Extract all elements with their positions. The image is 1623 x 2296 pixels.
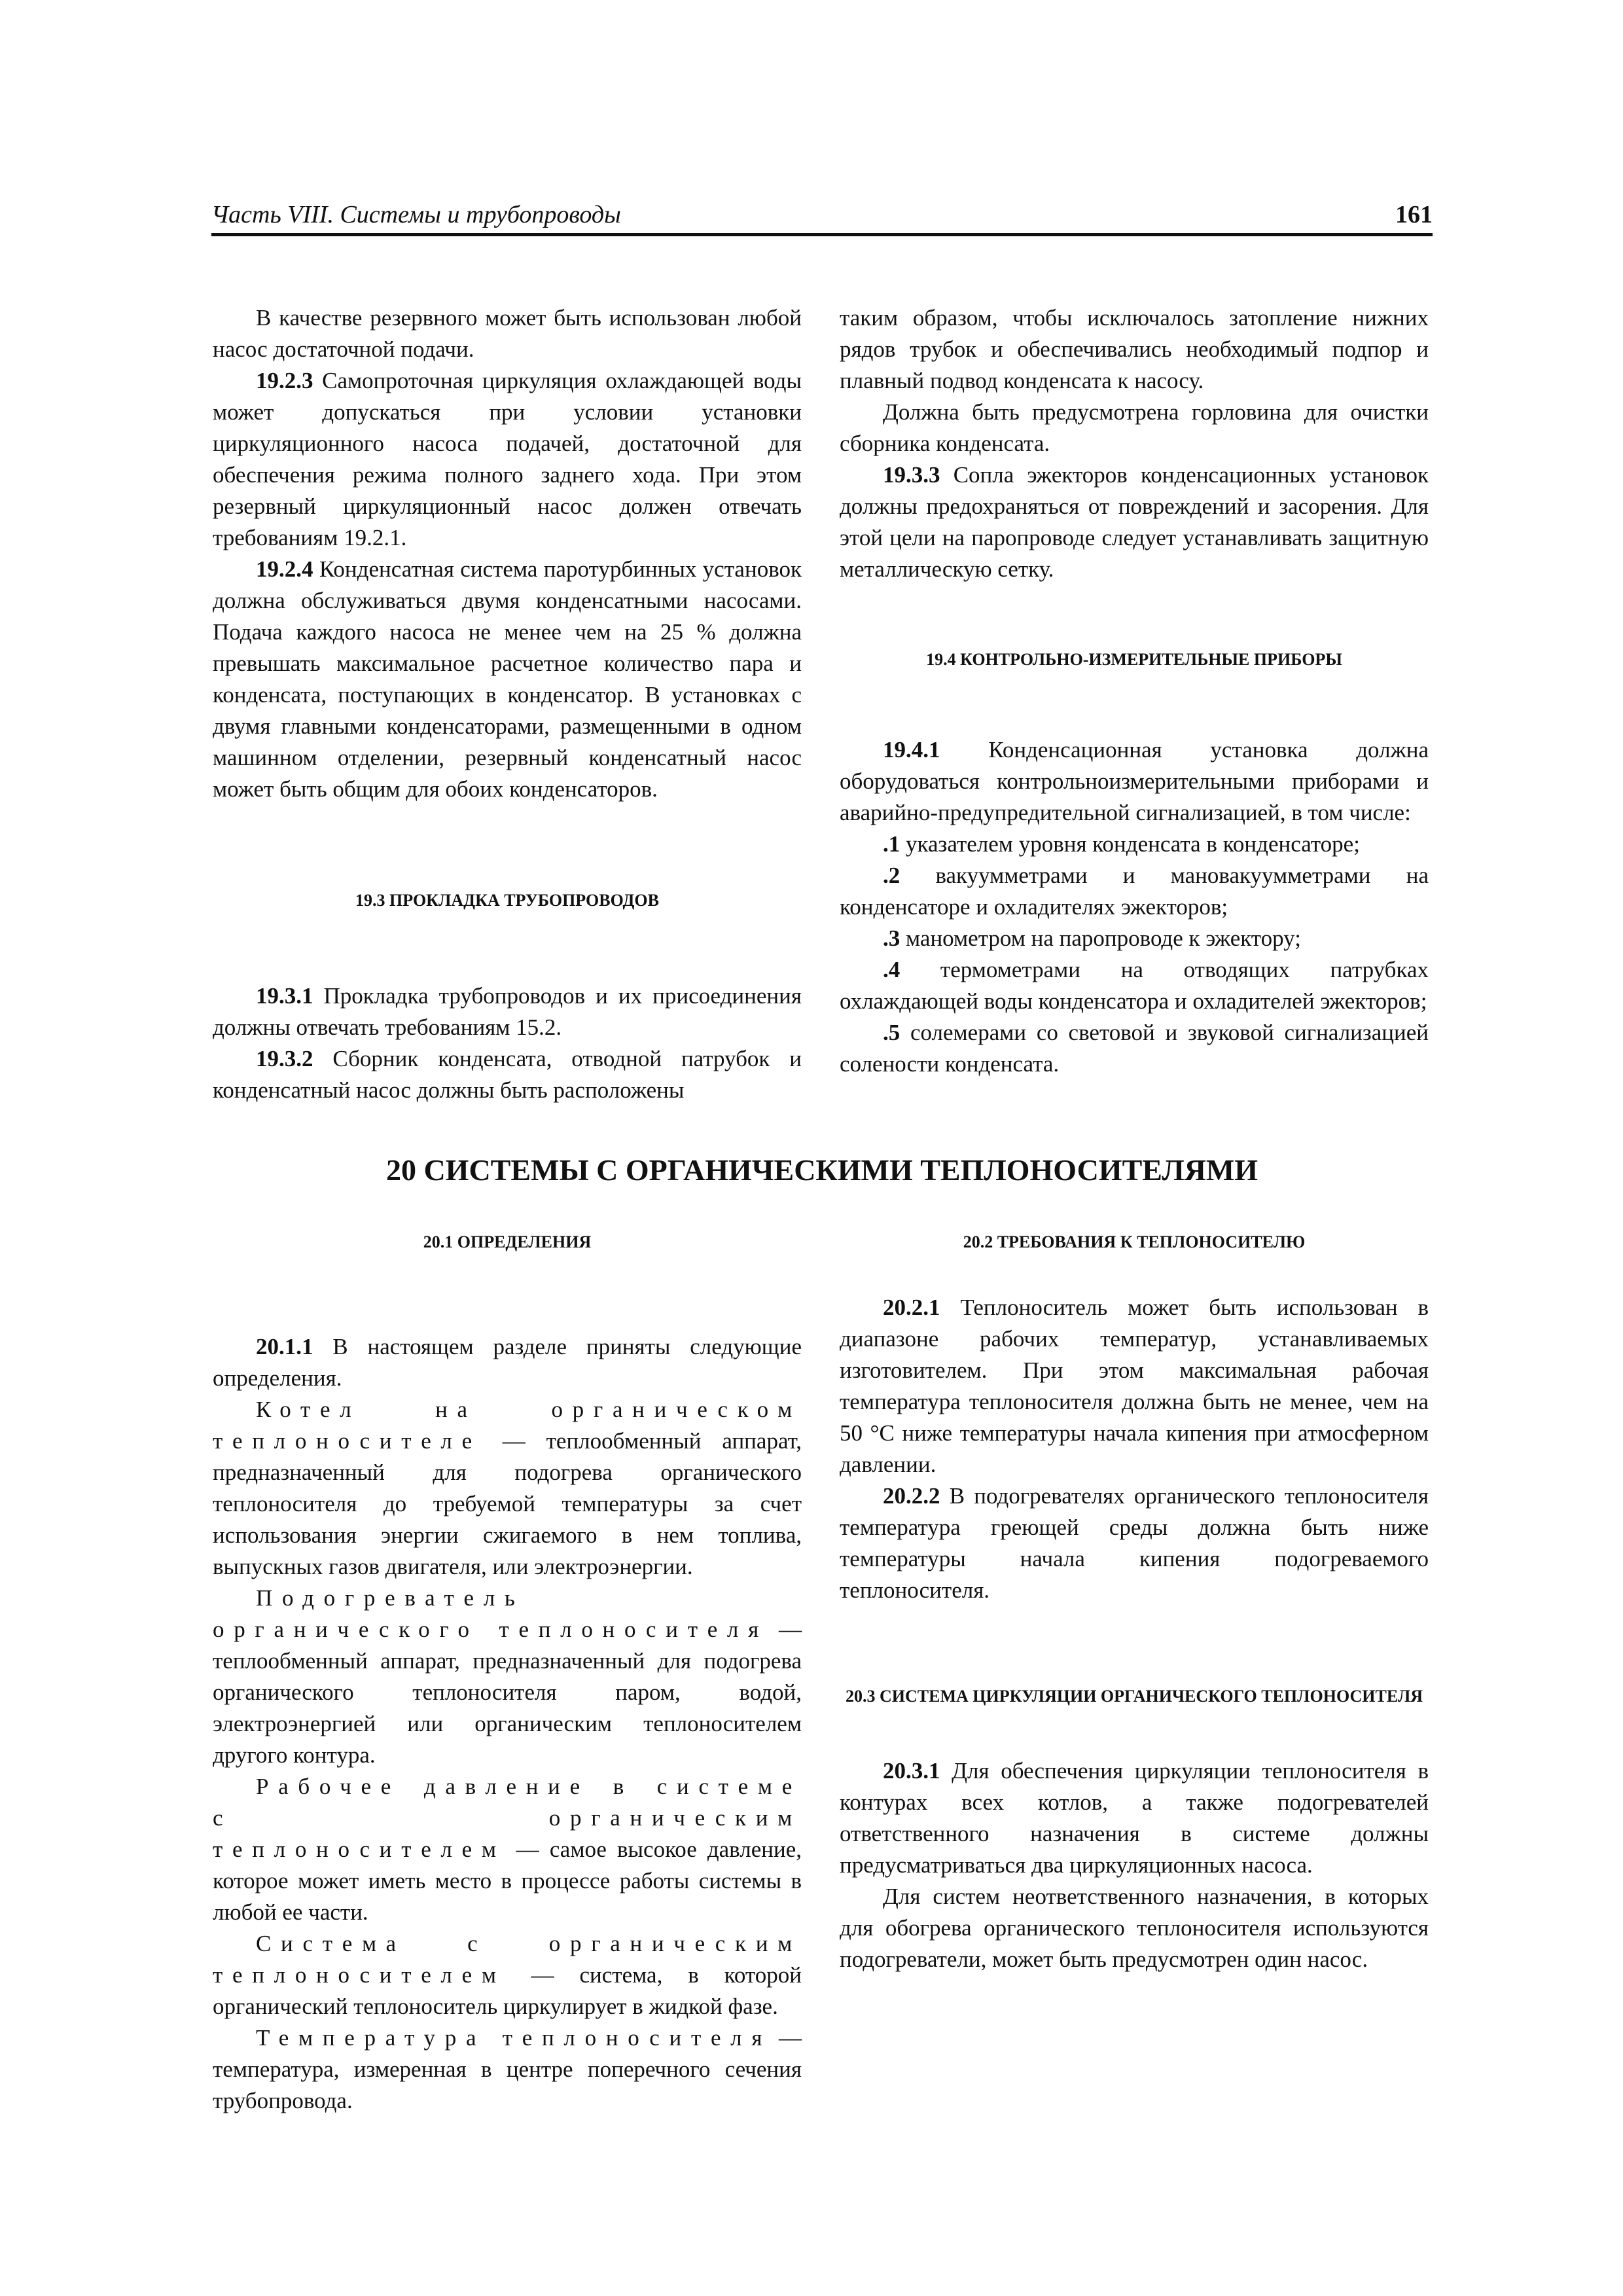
section-heading-19-4: 19.4 КОНТРОЛЬНО-ИЗМЕРИТЕЛЬНЫЕ ПРИБОРЫ [926,650,1342,669]
right-column-bottom [840,1230,1429,1975]
paragraph-19-3-2: 19.3.2 Сборник конденсата, отводной патрубок и конденсатный насос должны быть расположены [213,1046,802,1103]
paragraph-20-2-2: 20.2.2 В подогревателях органического теплоносителя температура греющей среды должна быть ниже температуры начала кипения подогреваемого теплоносителя. [840,1483,1429,1603]
definition-term: Система с органическим теплоносителем [213,1931,802,1988]
list-item: .4 термометрами на отводящих патрубках охлаждающей воды конденсатора и охладителей эжекторов; [840,957,1429,1014]
paragraph-20-1-1: 20.1.1 В настоящем разделе приняты следующие определения. [213,1334,802,1391]
paragraph: Должна быть предусмотрена горловина для очистки сборника конденсата. [840,399,1429,456]
list-item: .2 вакуумметрами и мановакуумметрами на конденсаторе и охладителях эжекторов; [840,863,1429,920]
section-heading-20-1: 20.1 ОПРЕДЕЛЕНИЯ [423,1232,592,1251]
section-heading-20-2: 20.2 ТРЕБОВАНИЯ К ТЕПЛОНОСИТЕЛЮ [963,1232,1306,1251]
running-title: Часть VIII. Системы и трубопроводы [211,201,621,228]
definition-term: Рабочее давление в системе с органическим теплоносителем [213,1774,802,1862]
left-column-top [213,302,802,1106]
paragraph-20-3-1: 20.3.1 Для обеспечения циркуляции теплоносителя в контурах всех котлов, а также подогревателей ответственного назначения в системе должны предусматриваться два циркуляционных насоса. [840,1758,1429,1878]
left-column-bottom [213,1230,802,2117]
definition: Рабочее давление в системе с органическим теплоносителем — самое высокое давление, которое может иметь место в процессе работы системы в любой ее части. [213,1774,802,1925]
paragraph-continued: таким образом, чтобы исключалось затопление нижних рядов трубок и обеспечивались необходимый подпор и плавный подвод конденсата к насосу. [840,305,1429,393]
section-heading-20-3: 20.3 СИСТЕМА ЦИРКУЛЯЦИИ ОРГАНИЧЕСКОГО ТЕПЛОНОСИТЕЛЯ [846,1687,1423,1706]
right-column-top [840,302,1429,1080]
page-header [211,194,1433,236]
list-item: .5 солемерами со световой и звуковой сигнализацией солености конденсата. [840,1020,1429,1077]
paragraph-20-2-1: 20.2.1 Теплоноситель может быть использован в диапазоне рабочих температур, устанавливаемых изготовителем. При этом максимальная рабочая температура теплоносителя должна быть не менее, чем на 50 °C ниже температуры начала кипения при атмосферном давлении. [840,1295,1429,1477]
definition-term: Подогреватель органического теплоносителя [213,1585,768,1642]
definition: Подогреватель органического теплоносителя — теплообменный аппарат, предназначенный для подогрева органического теплоносителя паром, водой, электроэнергией или органическим теплоносителем другого контура. [213,1585,802,1768]
paragraph-19-2-3: 19.2.3 Самопроточная циркуляция охлаждающей воды может допускаться при условии установки циркуляционного насоса подачей, достаточной для обеспечения режима полного заднего хода. При этом резервный циркуляционный насос должен отвечать требованиям 19.2.1. [213,368,802,550]
paragraph-19-3-3: 19.3.3 Сопла эжекторов конденсационных установок должны предохраняться от повреждений и засорения. Для этой цели на паропроводе следует устанавливать защитную металлическую сетку. [840,462,1429,582]
definition: Температура теплоносителя — температура, измеренная в центре поперечного сечения трубопровода. [213,2025,802,2113]
paragraph: Для систем неответственного назначения, в которых для обогрева органического теплоносителя используются подогреватели, может быть предусмотрен один насос. [840,1884,1429,1972]
definition-term: Котел на органическом теплоносителе [213,1397,802,1454]
definition: Система с органическим теплоносителем — система, в которой органический теплоноситель циркулирует в жидкой фазе. [213,1931,802,2019]
paragraph-19-4-1: 19.4.1 Конденсационная установка должна оборудоваться контрольноизмерительными приборами и аварийно-предупредительной сигнализацией, в том числе: [840,737,1429,825]
page-number: 161 [1395,201,1433,228]
chapter-title: 20 СИСТЕМЫ С ОРГАНИЧЕСКИМИ ТЕПЛОНОСИТЕЛЯМИ [385,1153,1258,1187]
paragraph-19-2-4: 19.2.4 Конденсатная система паротурбинных установок должна обслуживаться двумя конденсатными насосами. Подача каждого насоса не менее чем на 25 % должна превышать максимальное расчетное количество пара и конденсата, поступающих в конденсатор. В установках с двумя главными конденсаторами, размещенными в одном машинном отделении, резервный конденсатный насос может быть общим для обоих конденсаторов. [213,556,802,802]
definition-term: Температура теплоносителя [256,2025,772,2051]
definition: Котел на органическом теплоносителе — теплообменный аппарат, предназначенный для подогрева органического теплоносителя до требуемой температуры за счет использования энергии сжигаемого в нем топлива, выпускных газов двигателя, или электроэнергии. [213,1397,802,1579]
section-heading-19-3: 19.3 ПРОКЛАДКА ТРУБОПРОВОДОВ [355,891,659,910]
list-item: .1 указателем уровня конденсата в конденсаторе; [883,831,1360,857]
paragraph-19-3-1: 19.3.1 Прокладка трубопроводов и их присоединения должны отвечать требованиям 15.2. [213,983,802,1040]
paragraph: В качестве резервного может быть использован любой насос достаточной подачи. [213,305,802,362]
list-item: .3 манометром на паропроводе к эжектору; [883,925,1301,951]
